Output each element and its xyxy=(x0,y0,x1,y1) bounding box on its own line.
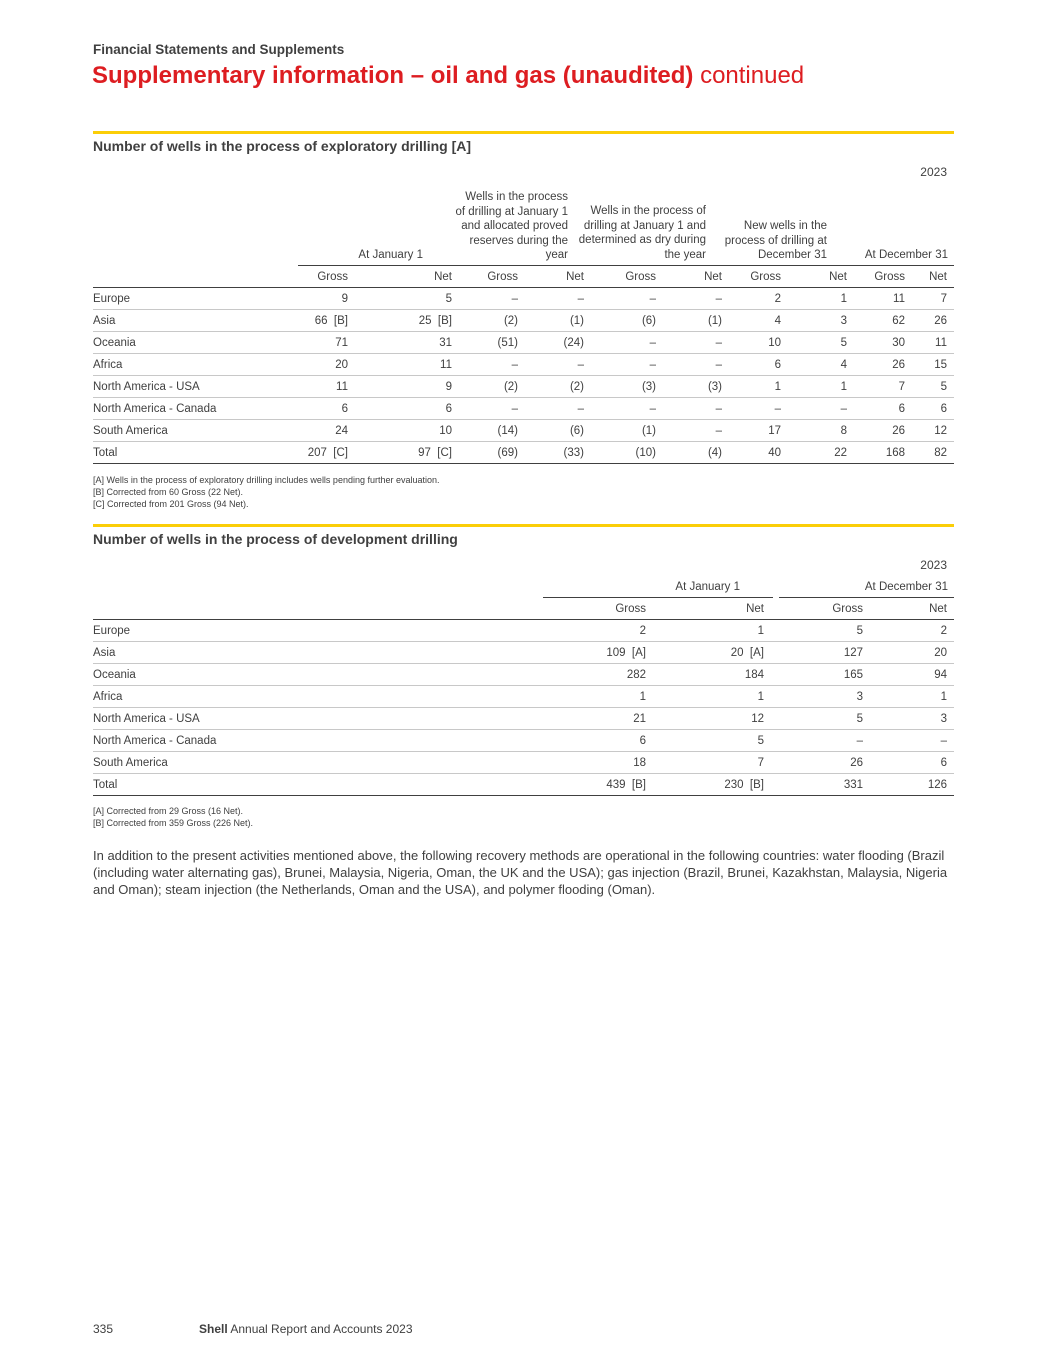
table-cell: 12 xyxy=(653,708,771,730)
table-cell: 8 xyxy=(788,420,854,442)
table-cell: – xyxy=(459,354,525,376)
table-row xyxy=(93,620,954,642)
column-header: Net xyxy=(525,266,591,288)
table-cell: 9 xyxy=(355,376,459,398)
table-cell: 1 xyxy=(729,376,788,398)
table-cell: (51) xyxy=(459,332,525,354)
table-cell: (3) xyxy=(663,376,729,398)
table-cell: 1 xyxy=(543,686,653,708)
row-label: South America xyxy=(93,752,543,774)
development-group-header: At January 1 xyxy=(675,581,740,593)
table-cell: 5 xyxy=(355,288,459,310)
table-cell: 82 xyxy=(912,442,954,464)
table-cell: – xyxy=(525,288,591,310)
table-cell: 1 xyxy=(788,288,854,310)
table-cell: – xyxy=(663,354,729,376)
column-header: Gross xyxy=(459,266,525,288)
table-cell: (69) xyxy=(459,442,525,464)
table-cell: – xyxy=(663,288,729,310)
table-cell: – xyxy=(663,332,729,354)
table-cell: 20 [A] xyxy=(653,642,771,664)
table-cell: (24) xyxy=(525,332,591,354)
page-number: 335 xyxy=(93,1322,114,1336)
table-cell: 1 xyxy=(653,620,771,642)
table-row xyxy=(93,288,954,310)
table-cell: (33) xyxy=(525,442,591,464)
development-table xyxy=(93,598,954,796)
table-cell: 26 xyxy=(912,310,954,332)
table-cell: (14) xyxy=(459,420,525,442)
table-cell: 230 [B] xyxy=(653,774,771,796)
table-cell: 165 xyxy=(771,664,870,686)
table-cell: 6 xyxy=(729,354,788,376)
table-cell: 5 xyxy=(788,332,854,354)
footer-brand: Shell xyxy=(199,1322,228,1336)
table-cell: – xyxy=(663,398,729,420)
development-notes xyxy=(93,805,253,829)
development-group-header: At December 31 xyxy=(864,581,948,593)
table-cell: (10) xyxy=(591,442,663,464)
table-cell: 22 xyxy=(788,442,854,464)
table-row xyxy=(93,708,954,730)
exploratory-group-header: New wells in the process of drilling at December 31 xyxy=(724,220,827,262)
footnote: [C] Corrected from 201 Gross (94 Net). xyxy=(93,499,249,509)
page-title-continued: continued xyxy=(700,62,805,89)
column-header: Gross xyxy=(543,598,653,620)
row-label: Africa xyxy=(93,686,543,708)
table-cell: 5 xyxy=(653,730,771,752)
row-label: North America - USA xyxy=(93,708,543,730)
row-label: Asia xyxy=(93,642,543,664)
column-header: Gross xyxy=(298,266,355,288)
table-cell: 40 xyxy=(729,442,788,464)
table-cell: 168 xyxy=(854,442,912,464)
column-header: Gross xyxy=(729,266,788,288)
row-label: Europe xyxy=(93,620,543,642)
row-label: Oceania xyxy=(93,332,298,354)
section-divider xyxy=(93,524,954,527)
table-cell: 24 xyxy=(298,420,355,442)
row-label: North America - Canada xyxy=(93,398,298,420)
table-cell: 10 xyxy=(729,332,788,354)
table-cell: 331 xyxy=(771,774,870,796)
table-cell: 3 xyxy=(870,708,954,730)
table-row xyxy=(93,686,954,708)
table-cell: (1) xyxy=(663,310,729,332)
table-cell: 5 xyxy=(912,376,954,398)
table-cell: 20 xyxy=(870,642,954,664)
table-cell: 6 xyxy=(298,398,355,420)
column-header: Gross xyxy=(591,266,663,288)
table-cell: 97 [C] xyxy=(355,442,459,464)
table-cell: 9 xyxy=(298,288,355,310)
table-cell: 62 xyxy=(854,310,912,332)
table-cell: 184 xyxy=(653,664,771,686)
exploratory-notes xyxy=(93,474,440,510)
exploratory-section-title: Number of wells in the process of exploratory drilling [A] xyxy=(93,138,472,154)
table-cell: 94 xyxy=(870,664,954,686)
table-cell: 15 xyxy=(912,354,954,376)
table-cell: 109 [A] xyxy=(543,642,653,664)
table-cell: 7 xyxy=(854,376,912,398)
exploratory-year: 2023 xyxy=(920,165,947,179)
table-cell: 126 xyxy=(870,774,954,796)
table-cell: 66 [B] xyxy=(298,310,355,332)
table-row xyxy=(93,310,954,332)
table-cell: – xyxy=(459,288,525,310)
column-header: Net xyxy=(870,598,954,620)
table-cell: 6 xyxy=(543,730,653,752)
table-cell: 3 xyxy=(788,310,854,332)
table-cell: 282 xyxy=(543,664,653,686)
footer-report-title: Annual Report and Accounts 2023 xyxy=(230,1322,413,1336)
table-cell: 17 xyxy=(729,420,788,442)
table-cell: 5 xyxy=(771,708,870,730)
column-header: Net xyxy=(653,598,771,620)
table-cell: 7 xyxy=(653,752,771,774)
table-header-row xyxy=(93,598,954,620)
table-cell: 6 xyxy=(870,752,954,774)
table-row xyxy=(93,730,954,752)
table-cell: – xyxy=(525,398,591,420)
table-cell: 12 xyxy=(912,420,954,442)
row-label: Total xyxy=(93,774,543,796)
column-header: Net xyxy=(912,266,954,288)
table-row xyxy=(93,354,954,376)
body-paragraph: In addition to the present activities mentioned above, the following recovery methods are operational in the following countries: water flooding (Brazil (including water alternating gas), Brunei, Malaysia, Nigeria, Oman, the UK and the USA); gas injection (Brazil, Brunei, Kazakhstan, Malaysia, Nigeria and Oman); steam injection (the Netherlands, Oman and the USA), and polymer flooding (Oman). xyxy=(93,848,948,897)
development-year: 2023 xyxy=(920,558,947,572)
footnote: [A] Wells in the process of exploratory drilling includes wells pending further evaluation. xyxy=(93,475,440,485)
table-cell: (3) xyxy=(591,376,663,398)
table-cell: 1 xyxy=(788,376,854,398)
table-cell: 11 xyxy=(854,288,912,310)
table-cell: 2 xyxy=(870,620,954,642)
footnote: [B] Corrected from 60 Gross (22 Net). xyxy=(93,487,244,497)
table-cell: 6 xyxy=(854,398,912,420)
table-cell: – xyxy=(591,288,663,310)
table-cell: 2 xyxy=(729,288,788,310)
table-cell: 26 xyxy=(771,752,870,774)
footnote: [A] Corrected from 29 Gross (16 Net). xyxy=(93,806,244,816)
table-cell: 18 xyxy=(543,752,653,774)
exploratory-group-header: At January 1 xyxy=(358,249,423,261)
table-header-row xyxy=(93,266,954,288)
table-total-row xyxy=(93,442,954,464)
table-cell: 11 xyxy=(298,376,355,398)
page-title-main: Supplementary information – oil and gas (unaudited) xyxy=(92,62,694,89)
row-label: Africa xyxy=(93,354,298,376)
development-section-title: Number of wells in the process of development drilling xyxy=(93,531,458,547)
table-cell: (2) xyxy=(525,376,591,398)
table-cell: 10 xyxy=(355,420,459,442)
footnote: [B] Corrected from 359 Gross (226 Net). xyxy=(93,818,254,828)
table-cell: (1) xyxy=(591,420,663,442)
table-cell: 3 xyxy=(771,686,870,708)
table-cell: 21 xyxy=(543,708,653,730)
table-cell: 439 [B] xyxy=(543,774,653,796)
column-header: Net xyxy=(663,266,729,288)
table-cell: 25 [B] xyxy=(355,310,459,332)
row-label: South America xyxy=(93,420,298,442)
table-cell: 31 xyxy=(355,332,459,354)
table-cell: 26 xyxy=(854,420,912,442)
table-cell: 5 xyxy=(771,620,870,642)
table-cell: (6) xyxy=(591,310,663,332)
table-cell: 127 xyxy=(771,642,870,664)
section-kicker: Financial Statements and Supplements xyxy=(93,42,345,57)
table-cell: 6 xyxy=(355,398,459,420)
table-row xyxy=(93,664,954,686)
table-cell: 1 xyxy=(653,686,771,708)
table-cell: (2) xyxy=(459,310,525,332)
table-cell: 1 xyxy=(870,686,954,708)
table-cell: 11 xyxy=(912,332,954,354)
exploratory-table xyxy=(93,266,954,464)
table-cell: 2 xyxy=(543,620,653,642)
table-cell: – xyxy=(788,398,854,420)
row-label: North America - USA xyxy=(93,376,298,398)
table-row xyxy=(93,642,954,664)
table-cell: – xyxy=(729,398,788,420)
table-cell: (6) xyxy=(525,420,591,442)
table-cell: – xyxy=(591,332,663,354)
exploratory-group-header: Wells in the process of drilling at January 1 and allocated proved reserves during the year xyxy=(455,191,568,262)
table-cell: – xyxy=(663,420,729,442)
table-row xyxy=(93,398,954,420)
footer-report xyxy=(199,1322,413,1336)
column-header: Net xyxy=(788,266,854,288)
table-row xyxy=(93,376,954,398)
table-cell: (4) xyxy=(663,442,729,464)
table-cell: – xyxy=(525,354,591,376)
column-header: Gross xyxy=(854,266,912,288)
row-label: Oceania xyxy=(93,664,543,686)
table-cell: 207 [C] xyxy=(298,442,355,464)
table-cell: 26 xyxy=(854,354,912,376)
table-cell: 4 xyxy=(729,310,788,332)
table-cell: – xyxy=(591,398,663,420)
table-cell: – xyxy=(870,730,954,752)
table-cell: 11 xyxy=(355,354,459,376)
table-cell: 30 xyxy=(854,332,912,354)
table-cell: 6 xyxy=(912,398,954,420)
table-cell: 71 xyxy=(298,332,355,354)
table-cell: – xyxy=(771,730,870,752)
page-title xyxy=(92,62,804,90)
table-total-row xyxy=(93,774,954,796)
row-label: Asia xyxy=(93,310,298,332)
table-row xyxy=(93,420,954,442)
table-row xyxy=(93,752,954,774)
table-cell: (1) xyxy=(525,310,591,332)
table-row xyxy=(93,332,954,354)
table-cell: (2) xyxy=(459,376,525,398)
column-header: Net xyxy=(355,266,459,288)
table-cell: 7 xyxy=(912,288,954,310)
exploratory-group-header: Wells in the process of drilling at January 1 and determined as dry during the year xyxy=(578,205,706,261)
exploratory-group-header: At December 31 xyxy=(864,249,948,261)
table-cell: – xyxy=(591,354,663,376)
column-header: Gross xyxy=(771,598,870,620)
table-cell: – xyxy=(459,398,525,420)
section-divider xyxy=(93,131,954,134)
row-label: Total xyxy=(93,442,298,464)
row-label: Europe xyxy=(93,288,298,310)
table-cell: 4 xyxy=(788,354,854,376)
row-label: North America - Canada xyxy=(93,730,543,752)
table-cell: 20 xyxy=(298,354,355,376)
